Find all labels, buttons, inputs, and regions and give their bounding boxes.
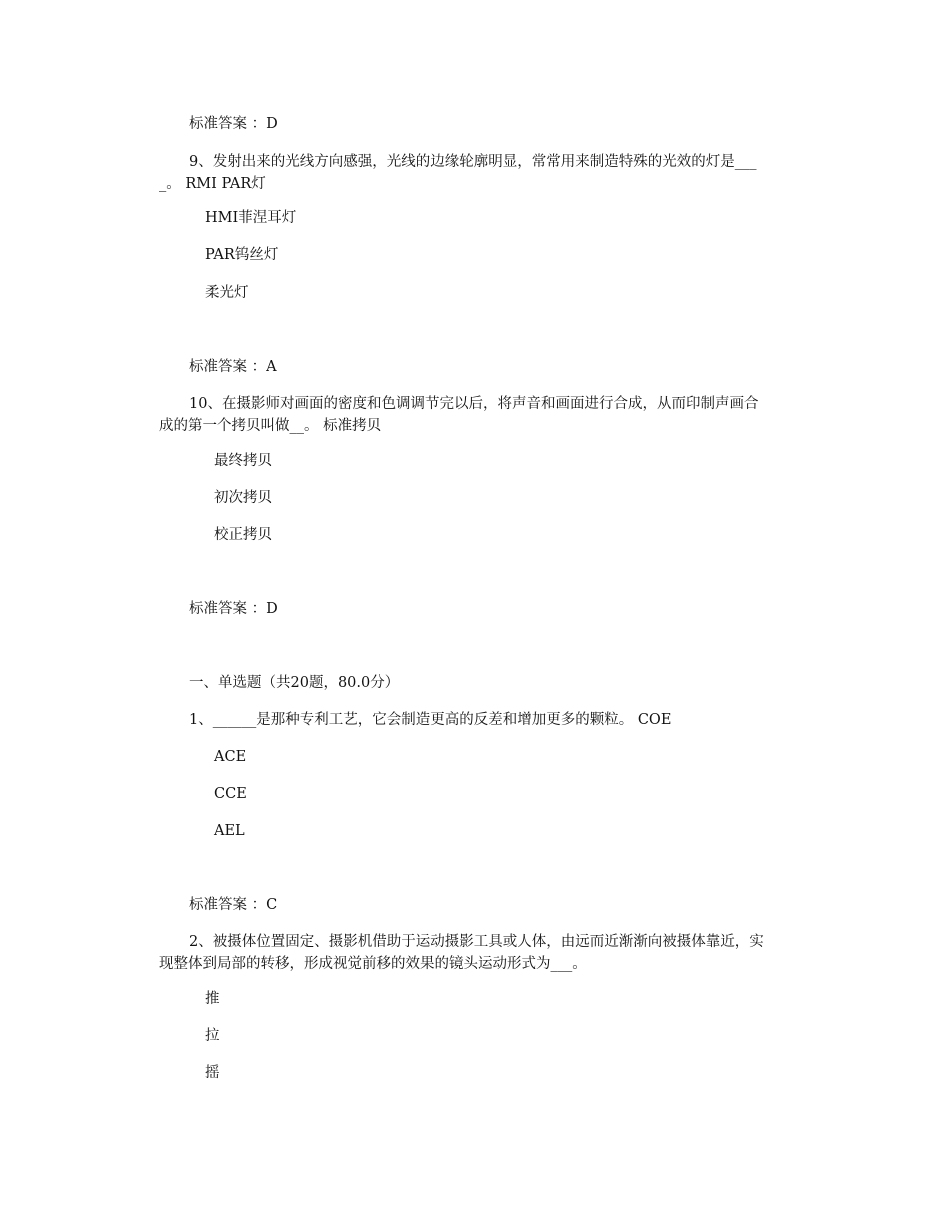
question-text-continued: 现整体到局部的转移，形成视觉前移的效果的镜头运动形式为___。 (159, 956, 587, 972)
answer-line: 标准答案 ：C (189, 897, 278, 913)
option-item: 最终拷贝 (214, 453, 272, 469)
question-text: 2、被摄体位置固定、摄影机借助于运动摄影工具或人体，由远而近渐渐向被摄体靠近，实 (189, 934, 764, 950)
option-item: 初次拷贝 (214, 490, 272, 506)
option-item: 校正拷贝 (214, 527, 272, 543)
question-text: 1、______是那种专利工艺，它会制造更高的反差和增加更多的颗粒。 COE (189, 712, 672, 728)
option-item: PAR钨丝灯 (205, 247, 279, 263)
question-9 (159, 152, 814, 194)
answer-line: 标准答案 ：D (189, 116, 278, 132)
section-title: 一、单选题（共20题，80.0分） (189, 675, 400, 691)
single-choice-question-2 (159, 932, 814, 974)
option-item: AEL (214, 823, 245, 839)
option-item: HMI菲涅耳灯 (205, 210, 297, 226)
option-item: 柔光灯 (205, 285, 249, 301)
question-10 (159, 394, 814, 436)
option-item: CCE (214, 786, 247, 802)
question-text-continued: 成的第一个拷贝叫做__。 标准拷贝 (159, 418, 382, 434)
answer-line: 标准答案 ：A (189, 359, 277, 375)
option-item: 推 (205, 991, 220, 1007)
question-text-continued: _。 RMI PAR灯 (159, 176, 266, 192)
option-item: 拉 (205, 1028, 220, 1044)
single-choice-question-1 (189, 710, 814, 730)
question-text: 10、在摄影师对画面的密度和色调调节完以后，将声音和画面进行合成，从而印制声画合 (189, 396, 759, 412)
answer-line: 标准答案 ：D (189, 601, 278, 617)
option-item: ACE (214, 749, 247, 765)
option-item: 摇 (205, 1065, 220, 1081)
question-text: 9、发射出来的光线方向感强，光线的边缘轮廓明显，常常用来制造特殊的光效的灯是___ (189, 154, 757, 170)
